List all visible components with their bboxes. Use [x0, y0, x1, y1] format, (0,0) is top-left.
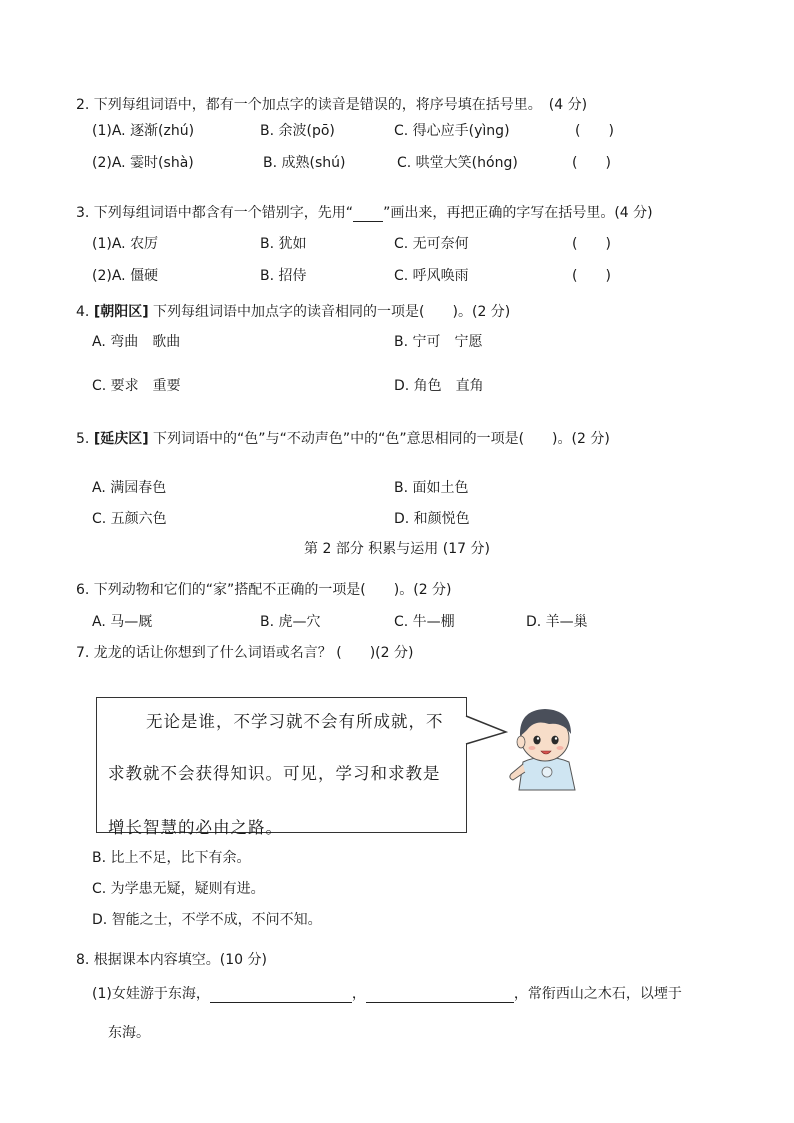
q5-option-c[interactable]: C. 五颜六色 — [92, 511, 167, 527]
bubble-line-1: 无论是谁，不学习就不会有所成就，不 — [146, 712, 444, 731]
q8-part1-text-a: (1)女娃游于东海， — [92, 986, 210, 1002]
q5-option-b[interactable]: B. 面如土色 — [394, 480, 469, 496]
q8-blank-1[interactable] — [210, 988, 352, 1003]
section-heading: 第 2 部分 积累与运用 (17 分) — [304, 541, 490, 557]
q4-option-c[interactable]: C. 要求 重要 — [92, 378, 181, 394]
q4-number: 4. — [76, 304, 94, 320]
q2-r2-answer[interactable]: ( ) — [572, 155, 611, 171]
q3-r2-a: (2)A. 僵硬 — [92, 268, 159, 284]
q2-r1-b: B. 余波(pō) — [260, 123, 335, 139]
q7-option-b[interactable]: B. 比上不足，比下有余。 — [92, 850, 251, 866]
q4-option-d[interactable]: D. 角色 直角 — [394, 378, 484, 394]
q2-r2-a: (2)A. 霎时(shà) — [92, 155, 194, 171]
q3-stem-underline — [353, 207, 383, 222]
q3-r1-a: (1)A. 农厉 — [92, 236, 159, 252]
q3-stem-a: 3. 下列每组词语中都含有一个错别字，先用“ — [76, 205, 354, 221]
q5-region-tag: [延庆区] — [93, 431, 149, 447]
q5-number: 5. — [76, 431, 94, 447]
q5-option-a[interactable]: A. 满园春色 — [92, 480, 167, 496]
q6-option-c[interactable]: C. 牛—棚 — [394, 614, 455, 630]
q5-option-d[interactable]: D. 和颜悦色 — [394, 511, 470, 527]
q4-region-tag: [朝阳区] — [93, 304, 149, 320]
q6-option-d[interactable]: D. 羊—巢 — [526, 614, 588, 630]
q2-r2-c: C. 哄堂大笑(hóng) — [397, 155, 518, 171]
speech-bubble-tail — [464, 700, 508, 750]
q8-part1-line1 — [92, 985, 682, 1003]
q8-part1-text-b: ，常衔西山之木石，以堙于 — [513, 986, 682, 1002]
q8-part1-sep: ， — [351, 986, 366, 1002]
q4-option-a[interactable]: A. 弯曲 歌曲 — [92, 334, 181, 350]
q3-r2-answer[interactable]: ( ) — [572, 268, 611, 284]
q2-r2-b: B. 成熟(shú) — [263, 155, 346, 171]
q2-r1-a: (1)A. 逐渐(zhú) — [92, 123, 195, 139]
bubble-line-3: 增长智慧的必由之路。 — [108, 818, 283, 837]
q3-r1-b: B. 犹如 — [260, 236, 307, 252]
q3-r1-c: C. 无可奈何 — [394, 236, 469, 252]
q7-option-d[interactable]: D. 智能之士，不学不成，不问不知。 — [92, 912, 322, 928]
q8-stem: 8. 根据课本内容填空。(10 分) — [76, 952, 267, 968]
q2-r1-answer[interactable]: ( ) — [575, 123, 614, 139]
q4-stem — [76, 303, 510, 321]
q6-option-b[interactable]: B. 虎—穴 — [260, 614, 321, 630]
q3-stem — [76, 204, 653, 222]
q3-r2-b: B. 招侍 — [260, 268, 307, 284]
q3-r1-answer[interactable]: ( ) — [572, 236, 611, 252]
q8-blank-2[interactable] — [366, 988, 514, 1003]
q5-stem-text: 下列词语中的“色”与“不动声色”中的“色”意思相同的一项是( )。(2 分) — [148, 431, 610, 447]
q6-stem: 6. 下列动物和它们的“家”搭配不正确的一项是( )。(2 分) — [76, 582, 452, 598]
q3-stem-b: ”画出来，再把正确的字写在括号里。(4 分) — [383, 205, 653, 221]
q2-r1-c: C. 得心应手(yìng) — [394, 123, 510, 139]
q4-option-b[interactable]: B. 宁可 宁愿 — [394, 334, 483, 350]
q6-option-a[interactable]: A. 马—厩 — [92, 614, 153, 630]
q4-stem-text: 下列每组词语中加点字的读音相同的一项是( )。(2 分) — [148, 304, 511, 320]
q8-part1-line2: 东海。 — [108, 1025, 150, 1041]
q2-stem: 2. 下列每组词语中，都有一个加点字的读音是错误的，将序号填在括号里。 (4 分) — [76, 97, 588, 113]
q3-r2-c: C. 呼风唤雨 — [394, 268, 469, 284]
boy-illustration — [505, 700, 587, 792]
q5-stem — [76, 430, 610, 448]
q7-option-c[interactable]: C. 为学患无疑，疑则有进。 — [92, 881, 265, 897]
bubble-line-2: 求教就不会获得知识。可见，学习和求教是 — [108, 764, 441, 783]
q7-stem: 7. 龙龙的话让你想到了什么词语或名言？ ( )(2 分) — [76, 645, 414, 661]
